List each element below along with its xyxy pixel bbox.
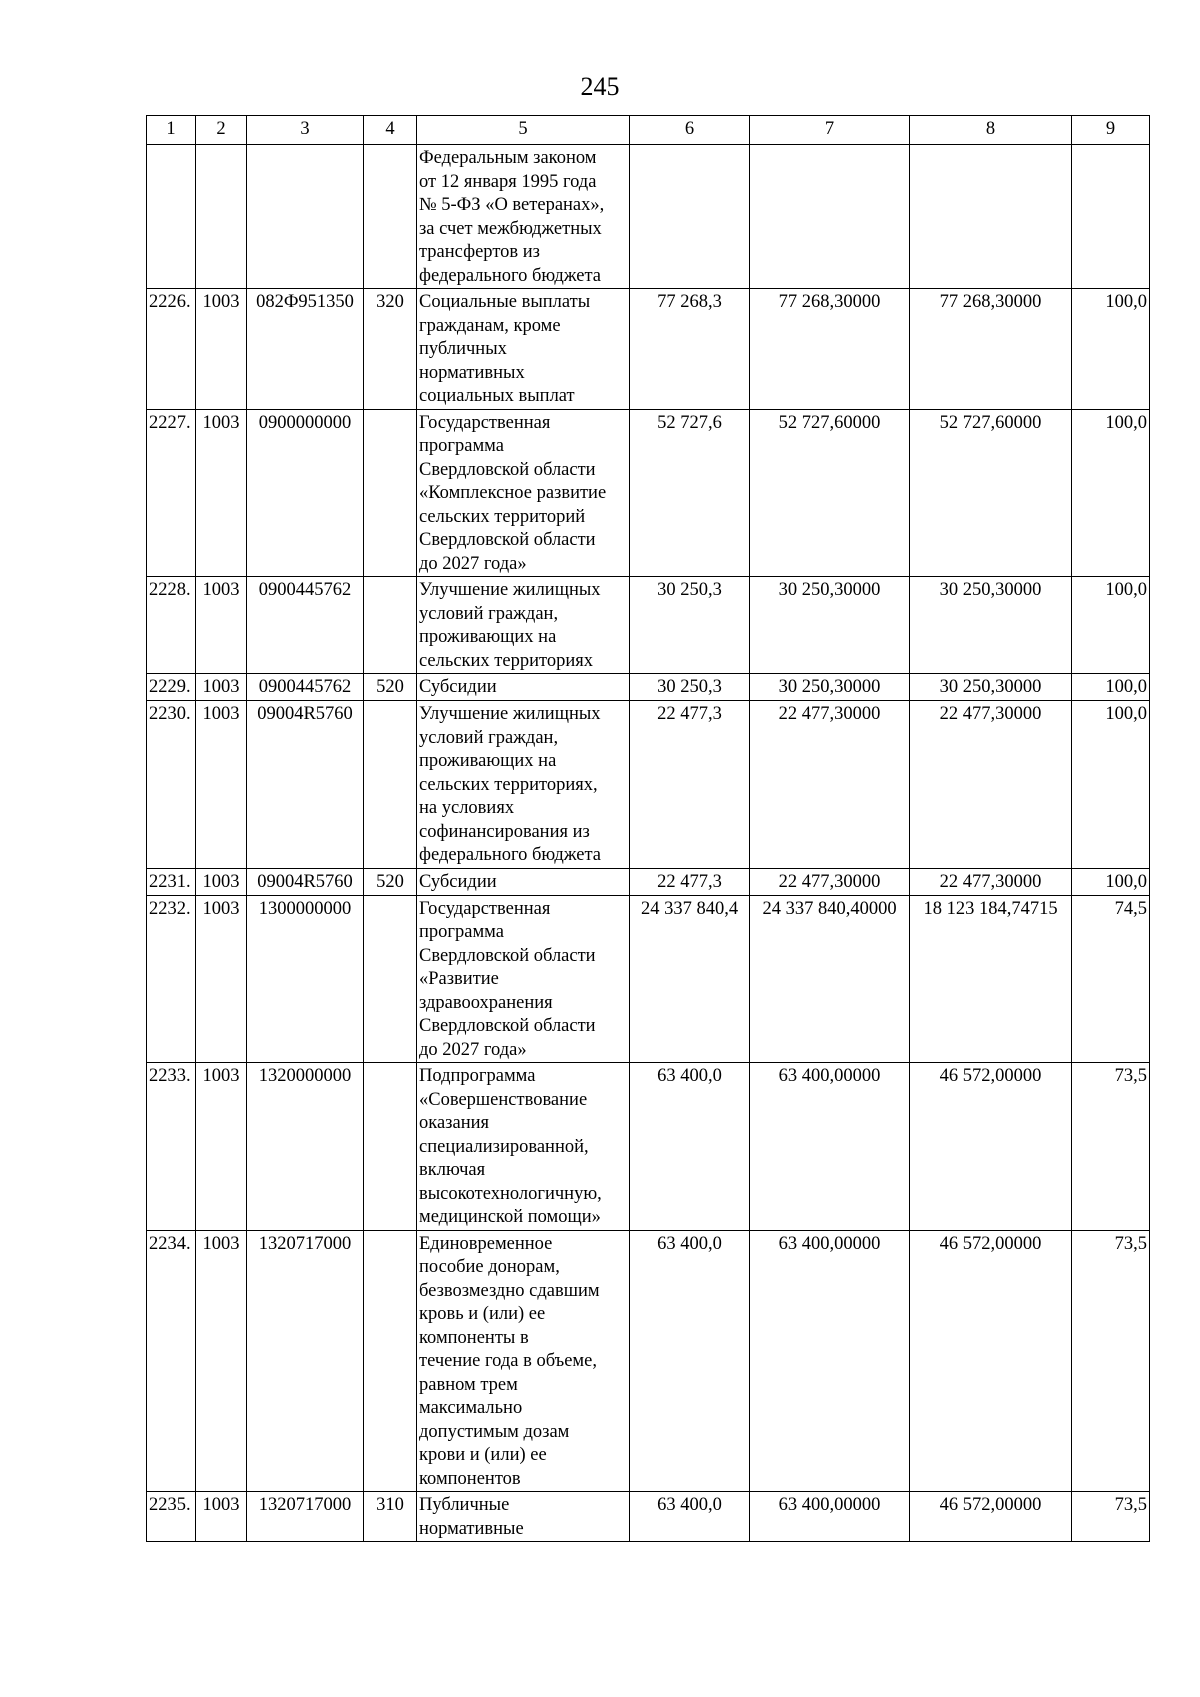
section-code: 1003 bbox=[196, 409, 247, 577]
row-number: 2226. bbox=[147, 289, 196, 410]
approved-amount: 30 250,3 bbox=[630, 577, 750, 674]
item-name: Субсидии bbox=[417, 868, 630, 895]
expense-type-code bbox=[364, 409, 417, 577]
approved-amount: 24 337 840,4 bbox=[630, 895, 750, 1063]
section-code: 1003 bbox=[196, 577, 247, 674]
row-number: 2235. bbox=[147, 1492, 196, 1542]
planned-amount: 63 400,00000 bbox=[750, 1063, 910, 1231]
target-article-code: 0900445762 bbox=[247, 674, 364, 701]
row-number: 2230. bbox=[147, 701, 196, 869]
approved-amount: 63 400,0 bbox=[630, 1063, 750, 1231]
page-number: 245 bbox=[580, 72, 620, 101]
row-number: 2232. bbox=[147, 895, 196, 1063]
executed-amount: 46 572,00000 bbox=[910, 1230, 1072, 1492]
table-row bbox=[147, 577, 1150, 674]
approved-amount: 63 400,0 bbox=[630, 1492, 750, 1542]
table-row bbox=[147, 674, 1150, 701]
expense-type-code bbox=[364, 145, 417, 289]
execution-percent: 73,5 bbox=[1072, 1230, 1150, 1492]
header-row bbox=[147, 116, 1150, 145]
item-name: Социальные выплаты гражданам, кроме публичных нормативных социальных выплат bbox=[417, 289, 630, 410]
executed-amount: 22 477,30000 bbox=[910, 868, 1072, 895]
executed-amount: 30 250,30000 bbox=[910, 674, 1072, 701]
planned-amount bbox=[750, 145, 910, 289]
item-name: Улучшение жилищных условий граждан, проживающих на сельских территориях bbox=[417, 577, 630, 674]
section-code: 1003 bbox=[196, 289, 247, 410]
table-row bbox=[147, 1230, 1150, 1492]
table-row bbox=[147, 1063, 1150, 1231]
section-code: 1003 bbox=[196, 674, 247, 701]
executed-amount: 77 268,30000 bbox=[910, 289, 1072, 410]
table-row bbox=[147, 409, 1150, 577]
planned-amount: 22 477,30000 bbox=[750, 868, 910, 895]
planned-amount: 52 727,60000 bbox=[750, 409, 910, 577]
planned-amount: 30 250,30000 bbox=[750, 577, 910, 674]
row-number: 2229. bbox=[147, 674, 196, 701]
approved-amount: 22 477,3 bbox=[630, 701, 750, 869]
column-header: 7 bbox=[750, 116, 910, 145]
expense-type-code bbox=[364, 895, 417, 1063]
approved-amount: 63 400,0 bbox=[630, 1230, 750, 1492]
execution-percent: 100,0 bbox=[1072, 289, 1150, 410]
column-header: 2 bbox=[196, 116, 247, 145]
column-header: 3 bbox=[247, 116, 364, 145]
row-number: 2227. bbox=[147, 409, 196, 577]
executed-amount: 46 572,00000 bbox=[910, 1063, 1072, 1231]
item-name: Улучшение жилищных условий граждан, проживающих на сельских территориях, на условиях софинансирования из федерального бюджета bbox=[417, 701, 630, 869]
expense-type-code bbox=[364, 577, 417, 674]
execution-percent: 100,0 bbox=[1072, 674, 1150, 701]
row-number: 2228. bbox=[147, 577, 196, 674]
item-name: Единовременное пособие донорам, безвозмездно сдавшим кровь и (или) ее компоненты в течение года в объеме, равном трем максимально допустимым дозам крови и (или) ее компонентов bbox=[417, 1230, 630, 1492]
approved-amount: 22 477,3 bbox=[630, 868, 750, 895]
target-article-code: 082Ф951350 bbox=[247, 289, 364, 410]
target-article-code bbox=[247, 145, 364, 289]
table-row bbox=[147, 868, 1150, 895]
row-number: 2233. bbox=[147, 1063, 196, 1231]
planned-amount: 77 268,30000 bbox=[750, 289, 910, 410]
budget-table bbox=[146, 115, 1150, 1542]
target-article-code: 0900445762 bbox=[247, 577, 364, 674]
planned-amount: 63 400,00000 bbox=[750, 1230, 910, 1492]
execution-percent bbox=[1072, 145, 1150, 289]
expense-type-code bbox=[364, 1063, 417, 1231]
target-article-code: 1320717000 bbox=[247, 1492, 364, 1542]
row-number: 2231. bbox=[147, 868, 196, 895]
expense-type-code bbox=[364, 701, 417, 869]
column-header: 9 bbox=[1072, 116, 1150, 145]
target-article-code: 0900000000 bbox=[247, 409, 364, 577]
executed-amount: 52 727,60000 bbox=[910, 409, 1072, 577]
item-name: Подпрограмма «Совершенствование оказания специализированной, включая высокотехнологичную, медицинской помощи» bbox=[417, 1063, 630, 1231]
target-article-code: 1300000000 bbox=[247, 895, 364, 1063]
item-name: Субсидии bbox=[417, 674, 630, 701]
expense-type-code: 520 bbox=[364, 868, 417, 895]
approved-amount: 30 250,3 bbox=[630, 674, 750, 701]
execution-percent: 73,5 bbox=[1072, 1063, 1150, 1231]
table-body bbox=[147, 145, 1150, 1542]
section-code: 1003 bbox=[196, 868, 247, 895]
table-row bbox=[147, 145, 1150, 289]
column-header: 4 bbox=[364, 116, 417, 145]
planned-amount: 24 337 840,40000 bbox=[750, 895, 910, 1063]
target-article-code: 1320717000 bbox=[247, 1230, 364, 1492]
column-header: 8 bbox=[910, 116, 1072, 145]
section-code bbox=[196, 145, 247, 289]
item-name: Федеральным законом от 12 января 1995 года № 5-ФЗ «О ветеранах», за счет межбюджетных трансфертов из федерального бюджета bbox=[417, 145, 630, 289]
approved-amount: 52 727,6 bbox=[630, 409, 750, 577]
section-code: 1003 bbox=[196, 701, 247, 869]
section-code: 1003 bbox=[196, 1492, 247, 1542]
target-article-code: 09004R5760 bbox=[247, 701, 364, 869]
planned-amount: 30 250,30000 bbox=[750, 674, 910, 701]
row-number: 2234. bbox=[147, 1230, 196, 1492]
section-code: 1003 bbox=[196, 1063, 247, 1231]
executed-amount: 30 250,30000 bbox=[910, 577, 1072, 674]
execution-percent: 100,0 bbox=[1072, 577, 1150, 674]
item-name: Публичные нормативные bbox=[417, 1492, 630, 1542]
item-name: Государственная программа Свердловской области «Развитие здравоохранения Свердловской области до 2027 года» bbox=[417, 895, 630, 1063]
planned-amount: 63 400,00000 bbox=[750, 1492, 910, 1542]
table-row bbox=[147, 1492, 1150, 1542]
row-number bbox=[147, 145, 196, 289]
target-article-code: 09004R5760 bbox=[247, 868, 364, 895]
table-row bbox=[147, 895, 1150, 1063]
execution-percent: 73,5 bbox=[1072, 1492, 1150, 1542]
planned-amount: 22 477,30000 bbox=[750, 701, 910, 869]
executed-amount bbox=[910, 145, 1072, 289]
execution-percent: 100,0 bbox=[1072, 868, 1150, 895]
approved-amount bbox=[630, 145, 750, 289]
expense-type-code: 310 bbox=[364, 1492, 417, 1542]
section-code: 1003 bbox=[196, 1230, 247, 1492]
target-article-code: 1320000000 bbox=[247, 1063, 364, 1231]
executed-amount: 22 477,30000 bbox=[910, 701, 1072, 869]
item-name: Государственная программа Свердловской области «Комплексное развитие сельских территорий Свердловской области до 2027 года» bbox=[417, 409, 630, 577]
executed-amount: 46 572,00000 bbox=[910, 1492, 1072, 1542]
execution-percent: 100,0 bbox=[1072, 701, 1150, 869]
column-header: 6 bbox=[630, 116, 750, 145]
expense-type-code: 320 bbox=[364, 289, 417, 410]
expense-type-code: 520 bbox=[364, 674, 417, 701]
section-code: 1003 bbox=[196, 895, 247, 1063]
table-row bbox=[147, 701, 1150, 869]
column-header: 1 bbox=[147, 116, 196, 145]
approved-amount: 77 268,3 bbox=[630, 289, 750, 410]
executed-amount: 18 123 184,74715 bbox=[910, 895, 1072, 1063]
execution-percent: 100,0 bbox=[1072, 409, 1150, 577]
expense-type-code bbox=[364, 1230, 417, 1492]
table-row bbox=[147, 289, 1150, 410]
execution-percent: 74,5 bbox=[1072, 895, 1150, 1063]
column-header: 5 bbox=[417, 116, 630, 145]
